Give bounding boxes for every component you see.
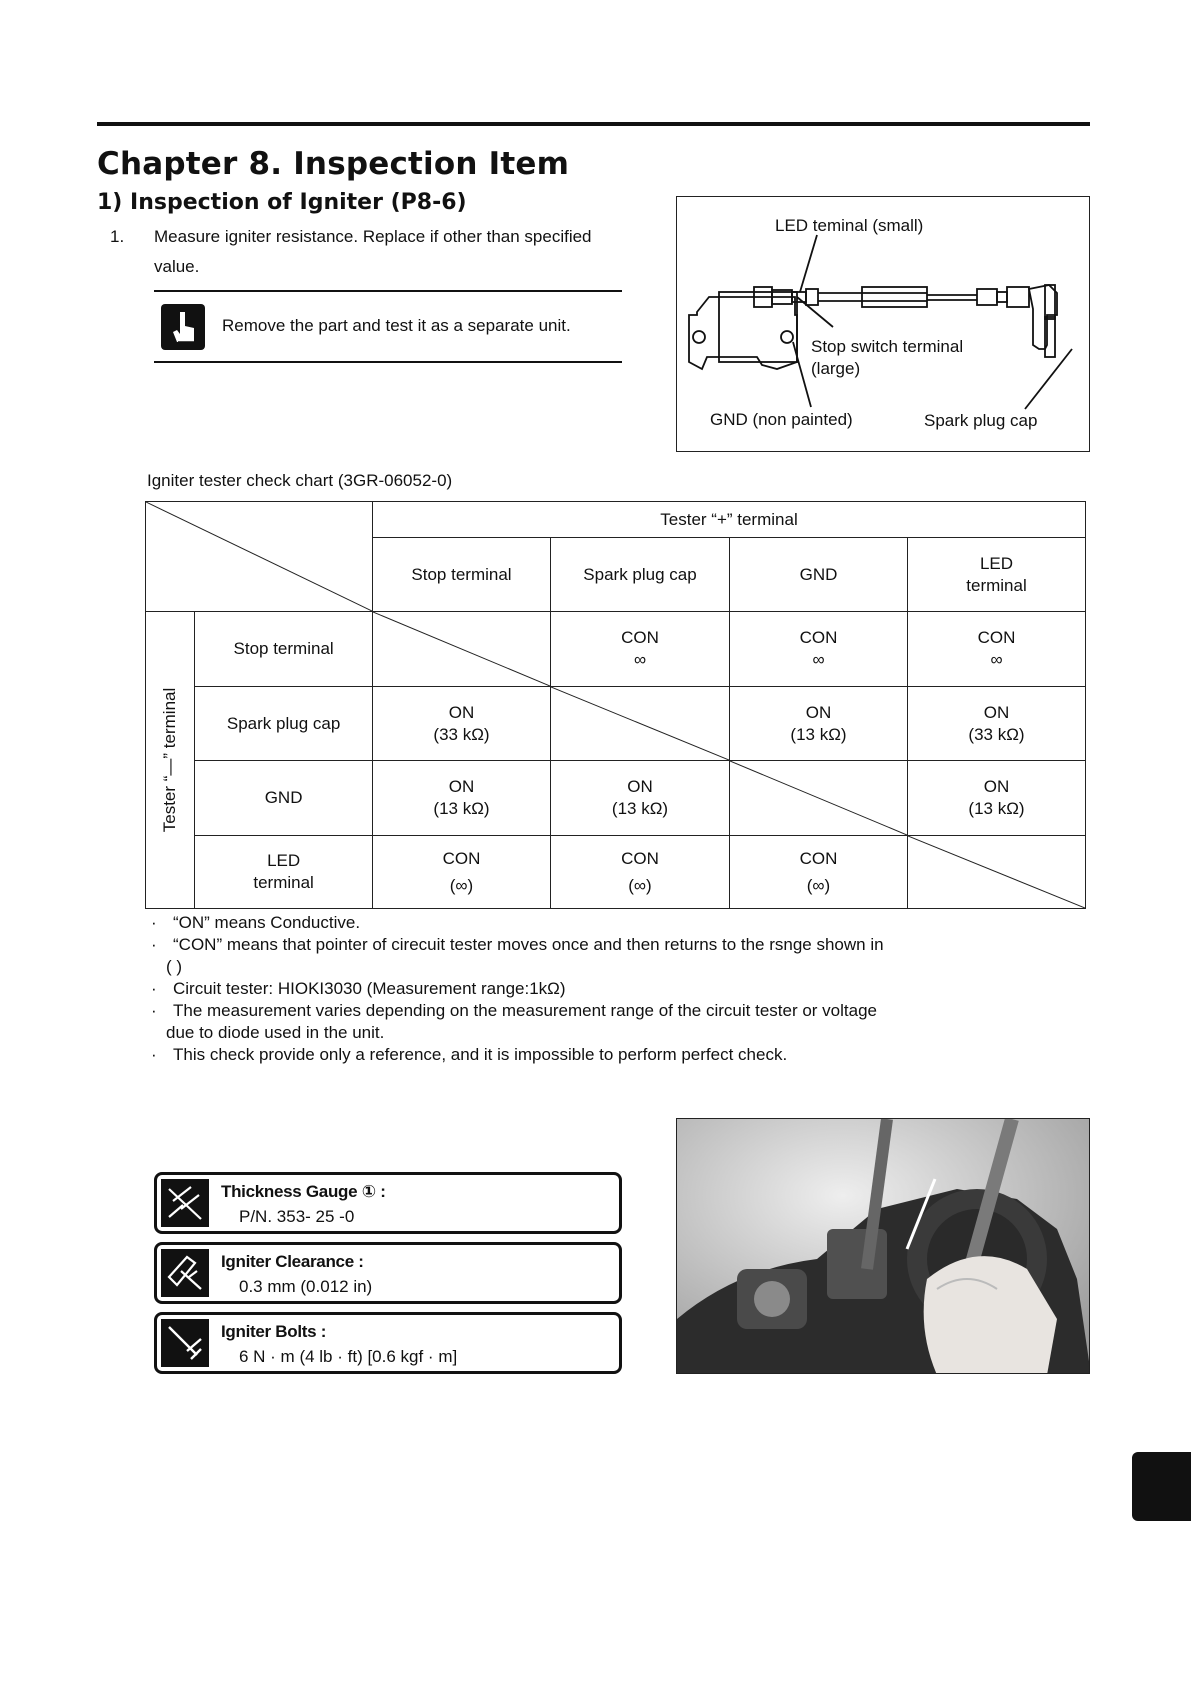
spec-title: Igniter Bolts :: [221, 1322, 327, 1341]
thickness-gauge-icon: [161, 1179, 209, 1227]
igniter-clearance-photo: [676, 1118, 1090, 1374]
cell-spark-stop: [373, 687, 551, 761]
list-item: [147, 1000, 967, 1044]
note-line: “ON” means Conductive.: [173, 913, 361, 932]
torque-wrench-icon: [161, 1319, 209, 1367]
note-text: Remove the part and test it as a separate unit.: [222, 316, 571, 335]
diagonal-cell: [908, 836, 1086, 909]
diagonal-cell: [373, 612, 551, 687]
spec-thickness-gauge: [154, 1172, 622, 1234]
chart-caption: Igniter tester check chart (3GR-06052-0): [147, 471, 453, 490]
cell-line: CON: [799, 628, 838, 647]
chapter-tab: [1132, 1452, 1191, 1521]
table-row: [146, 761, 1086, 836]
cell-line: ON: [627, 777, 653, 796]
cell-line: ON: [983, 702, 1010, 722]
bullet: ·: [151, 913, 157, 932]
spec-igniter-clearance: [154, 1242, 622, 1304]
table-row: [146, 687, 1086, 761]
cell-line: CON: [442, 848, 481, 868]
cell-led-spark: [551, 836, 730, 909]
row-header-led: [195, 836, 373, 909]
cell-line: (∞): [628, 875, 652, 895]
cell-line: ON: [448, 702, 475, 722]
spec-value: P/N. 353- 25 -0: [239, 1207, 355, 1226]
note-line: Circuit tester: HIOKI3030 (Measurement range:1kΩ): [173, 979, 566, 998]
cell-line: CON: [621, 848, 659, 868]
list-item: [147, 978, 967, 1000]
cell-line: (13 kΩ): [433, 799, 490, 818]
list-item: [147, 912, 967, 934]
table-row: [146, 502, 1086, 538]
row-header-stop: Stop terminal: [195, 612, 373, 687]
row-header-led-line1: LED: [267, 851, 301, 870]
cell-gnd-spark: [551, 761, 730, 836]
cell-gnd-stop: [373, 761, 551, 836]
spec-igniter-bolts: [154, 1312, 622, 1374]
diagonal-cell: [551, 687, 730, 761]
bullet: ·: [151, 935, 157, 954]
cell-spark-led: [908, 687, 1086, 761]
col-header-gnd: GND: [730, 538, 908, 612]
cell-stop-led: [908, 612, 1086, 687]
cell-gnd-led: [908, 761, 1086, 836]
cell-stop-spark: [551, 612, 730, 687]
gnd-label: GND (non painted): [710, 410, 853, 429]
note-line: This check provide only a reference, and it is impossible to perform perfect check.: [173, 1045, 788, 1064]
cell-line: (13 kΩ): [968, 799, 1025, 818]
row-header-led-line2: terminal: [253, 873, 314, 892]
step-number: 1.: [110, 227, 125, 246]
cell-led-stop: [373, 836, 551, 909]
col-header-led-line2: terminal: [966, 575, 1027, 595]
row-header-gnd: GND: [195, 761, 373, 836]
table-row: [146, 612, 1086, 687]
bullet: ·: [151, 1045, 157, 1064]
corner-cell: [146, 502, 373, 612]
col-header-led: [908, 538, 1086, 612]
cell-line: (∞): [449, 875, 474, 895]
igniter-diagram: [676, 196, 1090, 452]
cell-line: CON: [621, 628, 659, 647]
diagonal-cell: [730, 761, 908, 836]
section-title: 1) Inspection of Igniter (P8-6): [97, 190, 467, 215]
table-row: [146, 836, 1086, 909]
igniter-check-table: [145, 501, 1086, 909]
cell-line: ON: [805, 702, 832, 722]
cell-line: (13 kΩ): [790, 724, 847, 744]
col-header-led-line1: LED: [979, 553, 1014, 573]
list-item: [147, 934, 967, 978]
stop-switch-label-2: (large): [811, 359, 861, 378]
hand-pointer-icon: [161, 304, 205, 350]
note-box: [154, 290, 622, 363]
cell-line: ON: [983, 777, 1010, 796]
photo-illustration: [677, 1119, 1090, 1374]
cell-line: ∞: [990, 650, 1003, 669]
cell-line: ON: [448, 777, 475, 796]
cell-line: ∞: [633, 650, 647, 669]
spec-value: 6 N · m (4 lb · ft) [0.6 kgf · m]: [239, 1347, 458, 1366]
minus-header: [146, 612, 195, 909]
cell-line: (∞): [806, 875, 831, 895]
notes-list: [147, 912, 967, 1066]
cell-line: (13 kΩ): [611, 799, 669, 818]
spark-plug-label: Spark plug cap: [924, 411, 1038, 430]
cell-line: CON: [799, 848, 838, 868]
cell-line: (33 kΩ): [433, 724, 490, 744]
cell-stop-gnd: [730, 612, 908, 687]
corner-diagonal: [146, 502, 372, 611]
note-line: ( ): [166, 957, 183, 976]
spec-value: 0.3 mm (0.012 in): [239, 1277, 373, 1296]
col-header-spark: Spark plug cap: [551, 538, 730, 612]
row-header-spark: Spark plug cap: [195, 687, 373, 761]
chapter-title: Chapter 8. Inspection Item: [97, 146, 570, 182]
note-line: The measurement varies depending on the measurement range of the circuit tester or voltage: [173, 1001, 877, 1020]
step-text: Measure igniter resistance. Replace if other than specified value.: [154, 227, 592, 276]
spec-title: Thickness Gauge ① :: [221, 1182, 386, 1201]
bullet: ·: [151, 979, 157, 998]
plus-header: Tester “+” terminal: [373, 502, 1086, 538]
col-header-stop: Stop terminal: [373, 538, 551, 612]
cell-line: (33 kΩ): [968, 724, 1025, 744]
note-line: “CON” means that pointer of cirecuit tester moves once and then returns to the rsnge shown in: [173, 935, 884, 954]
cell-led-gnd: [730, 836, 908, 909]
list-item: [147, 1044, 967, 1066]
caliper-icon: [161, 1249, 209, 1297]
stop-switch-label: Stop switch terminal: [811, 337, 964, 356]
cell-spark-gnd: [730, 687, 908, 761]
top-rule: [97, 122, 1090, 126]
minus-header-text: Tester “—” terminal: [160, 687, 180, 833]
note-line: due to diode used in the unit.: [166, 1023, 385, 1042]
cell-line: ∞: [812, 650, 825, 669]
led-terminal-label: LED teminal (small): [775, 216, 924, 235]
cell-line: CON: [977, 628, 1016, 647]
spec-title: Igniter Clearance :: [221, 1252, 364, 1271]
bullet: ·: [151, 1001, 157, 1020]
